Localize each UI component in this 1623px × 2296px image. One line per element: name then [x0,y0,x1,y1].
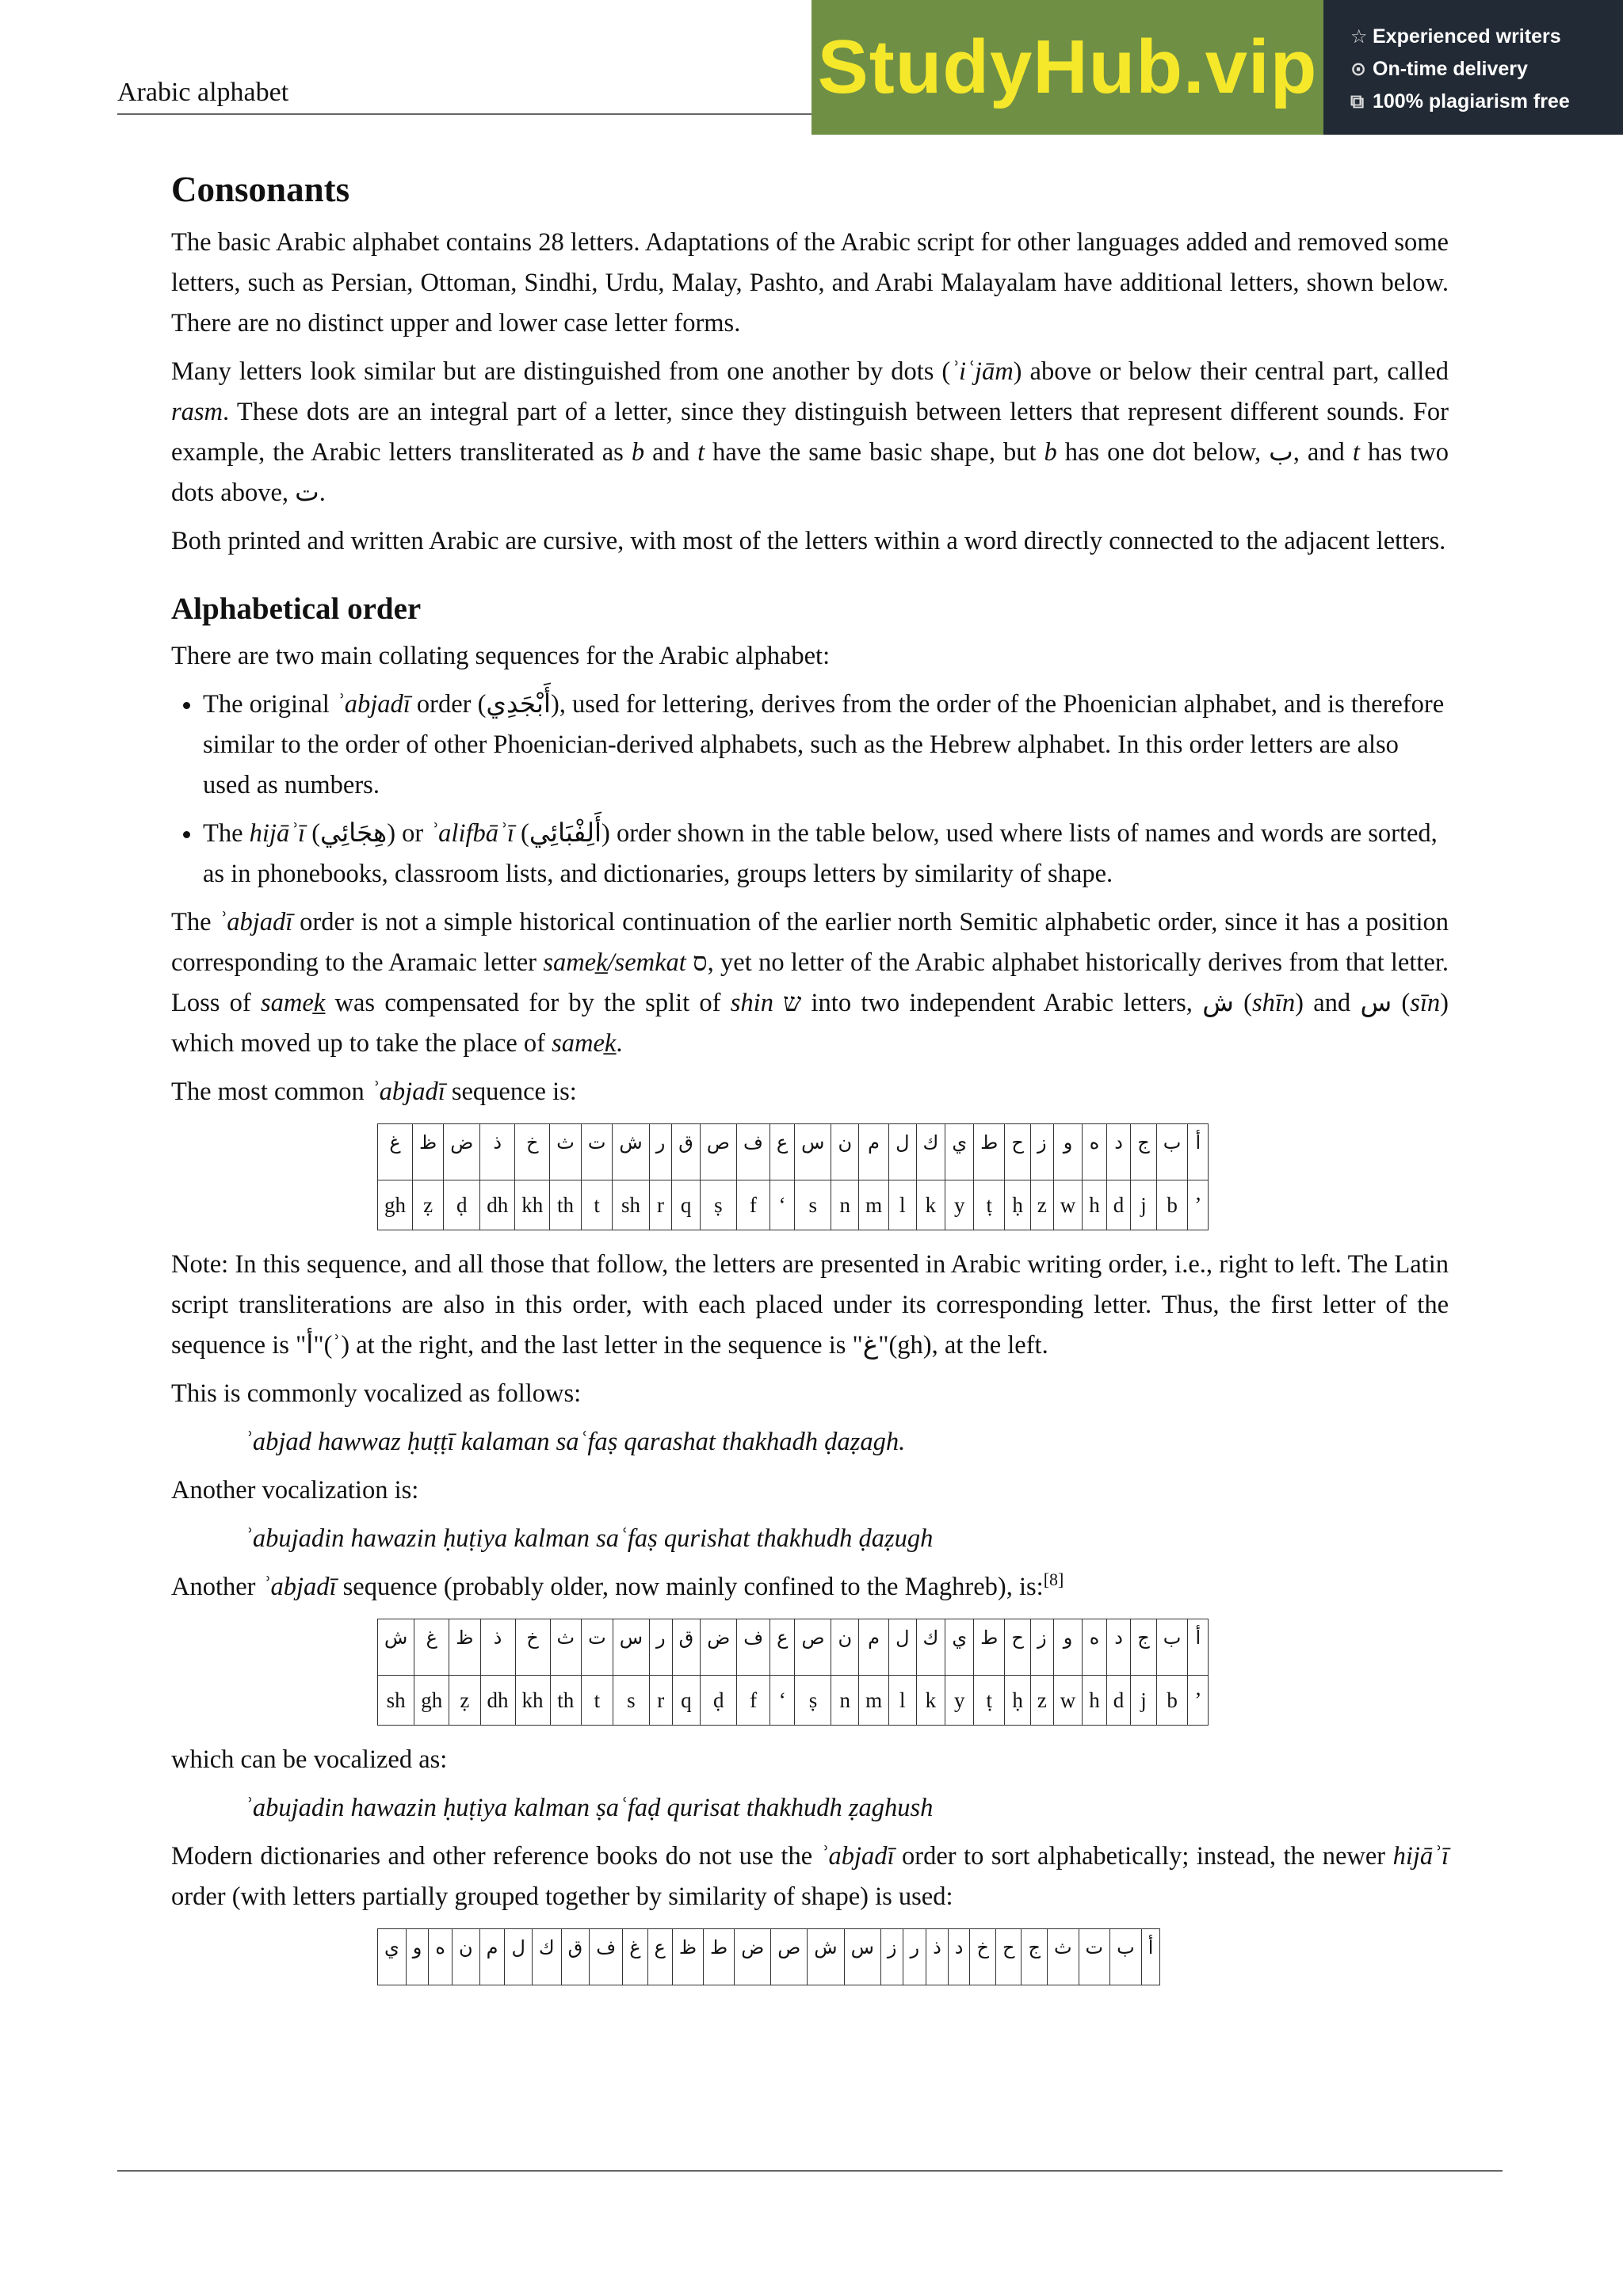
footer-divider [117,2170,1503,2172]
abjadi-table [377,1123,1209,1230]
arabic-letter-cell: م [859,1619,889,1676]
arabic-letter-cell: ن [831,1124,859,1180]
transliteration-cell: ṭ [974,1180,1005,1230]
arabic-letter-cell: خ [515,1124,550,1180]
transliteration-cell: r [649,1676,672,1726]
arabic-letter-cell: ج [1131,1619,1157,1676]
transliteration-cell: j [1131,1676,1157,1726]
transliteration-cell: l [889,1676,916,1726]
transliteration-cell: k [916,1180,945,1230]
vocalization: ʾabjad hawwaz ḥuṭṭī kalaman saʿfaṣ qarashat thakhadh ḍaẓagh. [244,1428,906,1456]
transliteration-cell: gh [378,1180,413,1230]
arabic-letter-cell: ش [378,1619,414,1676]
arabic-letter-cell: خ [970,1929,996,1985]
arabic-letter-cell: م [859,1124,889,1180]
arabic-letter-cell: ي [945,1124,974,1180]
arabic-letter-cell: و [1053,1619,1083,1676]
latin-row [378,1180,1209,1230]
transliteration-cell: j [1131,1180,1157,1230]
transliteration-cell: dh [480,1180,515,1230]
paragraph: Modern dictionaries and other reference books do not use the ʾabjadī order to sort alphabetically; instead, the newer hijāʾī order (with letters partially grouped together by similarity of shape) is used: [171,1842,1449,1911]
badge-ontime [1350,53,1623,86]
arabic-letter-cell: د [948,1929,970,1985]
note-paragraph: Note: In this sequence, and all those that follow, the letters are presented in Arabic writing order, i.e., right to left. The Latin script transliterations are also in this order, with each placed under its corresponding letter. Thus, the first letter of the sequence is "أ"(ʾ) at the right, and the last letter in the sequence is "غ"(gh), at the left. [171,1250,1449,1360]
arabic-letter-cell: ظ [672,1929,703,1985]
arabic-letter-cell: ز [1030,1619,1053,1676]
clock-icon: ⊙ [1350,59,1367,80]
arabic-row [378,1124,1209,1180]
arabic-letter-cell: ج [1022,1929,1048,1985]
arabic-letter-cell: ع [769,1124,794,1180]
transliteration-cell: b [1156,1180,1188,1230]
transliteration-cell: m [859,1676,889,1726]
arabic-letter-cell: ه [429,1929,453,1985]
arabic-letter-cell: ذ [480,1619,515,1676]
paragraph: Another ʾabjadī sequence (probably older, now mainly confined to the Maghreb), is:[8] [171,1569,1064,1601]
transliteration-cell: s [613,1676,649,1726]
arabic-letter-cell: س [795,1124,831,1180]
arabic-row [378,1929,1160,1985]
arabic-letter-cell: أ [1188,1619,1209,1676]
transliteration-cell: k [916,1676,945,1726]
transliteration-cell: ṭ [974,1676,1005,1726]
arabic-letter-cell: س [613,1619,649,1676]
paragraph: The basic Arabic alphabet contains 28 letters. Adaptations of the Arabic script for other languages added and removed some letters, such as Persian, Ottoman, Sindhi, Urdu, Malay, Pashto, and Arabi Malayalam have additional letters, shown below. There are no distinct upper and lower case letter forms. [171,228,1449,338]
arabic-letter-cell: غ [414,1619,449,1676]
badge-experienced [1350,21,1623,53]
transliteration-cell: ḥ [1005,1676,1031,1726]
hijai-table [377,1928,1160,1985]
vocalization: ʾabujadin hawazin ḥuṭiya kalman saʿfaṣ qurishat thakhudh ḍaẓugh [244,1524,934,1553]
arabic-letter-cell: ن [831,1619,859,1676]
arabic-row [378,1619,1209,1676]
arabic-letter-cell: ص [795,1619,831,1676]
arabic-letter-cell: ف [736,1124,769,1180]
running-header: Arabic alphabet [117,78,289,107]
transliteration-cell: l [889,1180,916,1230]
arabic-letter-cell: ج [1131,1124,1157,1180]
arabic-letter-cell: ل [505,1929,532,1985]
transliteration-cell: s [795,1180,831,1230]
paragraph: There are two main collating sequences for the Arabic alphabet: [171,642,831,670]
arabic-letter-cell: ه [1083,1124,1107,1180]
transliteration-cell: n [831,1180,859,1230]
transliteration-cell: b [1156,1676,1188,1726]
section-heading: Consonants [171,170,350,209]
arabic-letter-cell: ع [647,1929,672,1985]
arabic-letter-cell: ز [1030,1124,1053,1180]
arabic-letter-cell: ب [1156,1619,1188,1676]
transliteration-cell: ḍ [444,1180,480,1230]
transliteration-cell: q [672,1180,701,1230]
arabic-letter-cell: ه [1083,1619,1107,1676]
arabic-letter-cell: ر [649,1124,672,1180]
arabic-letter-cell: ك [916,1124,945,1180]
transliteration-cell: m [859,1180,889,1230]
arabic-letter-cell: ق [672,1124,701,1180]
transliteration-cell: ʻ [770,1676,795,1726]
transliteration-cell: f [736,1180,769,1230]
transliteration-cell: sh [613,1180,649,1230]
badge-plagiarism [1350,86,1623,118]
transliteration-cell: y [945,1180,974,1230]
star-icon: ☆ [1350,26,1368,48]
arabic-letter-cell: ث [550,1124,582,1180]
transliteration-cell: kh [515,1676,550,1726]
badge-label: 100% plagiarism free [1373,90,1570,113]
latin-row [378,1676,1209,1726]
arabic-letter-cell: د [1106,1124,1131,1180]
paragraph: which can be vocalized as: [171,1745,448,1774]
arabic-letter-cell: أ [1141,1929,1160,1985]
arabic-letter-cell: ذ [480,1124,515,1180]
transliteration-cell: ẓ [449,1676,480,1726]
transliteration-cell: sh [378,1676,414,1726]
arabic-letter-cell: م [479,1929,505,1985]
arabic-letter-cell: ب [1110,1929,1142,1985]
brand-logo[interactable]: StudyHub.vip [817,25,1318,109]
transliteration-cell: ʻ [769,1180,794,1230]
arabic-letter-cell: ظ [413,1124,444,1180]
paragraph: Both printed and written Arabic are cursive, with most of the letters within a word directly connected to the adjacent letters. [171,527,1446,555]
arabic-letter-cell: خ [515,1619,550,1676]
arabic-letter-cell: ن [452,1929,479,1985]
transliteration-cell: d [1106,1676,1131,1726]
bullet-list [171,685,1449,894]
arabic-letter-cell: د [1106,1619,1131,1676]
arabic-letter-cell: ط [974,1124,1005,1180]
arabic-letter-cell: ض [735,1929,771,1985]
arabic-letter-cell: ك [916,1619,945,1676]
arabic-letter-cell: و [1053,1124,1083,1180]
vocalization: ʾabujadin hawazin ḥuṭiya kalman ṣaʿfaḍ qurisat thakhudh ẓaghush [244,1794,934,1822]
arabic-letter-cell: س [844,1929,880,1985]
transliteration-cell: ẓ [413,1180,444,1230]
arabic-letter-cell: ط [974,1619,1005,1676]
transliteration-cell: h [1083,1676,1107,1726]
transliteration-cell: th [550,1180,582,1230]
subsection-heading: Alphabetical order [171,592,422,626]
transliteration-cell: q [672,1676,701,1726]
arabic-letter-cell: ي [945,1619,974,1676]
list-item: • The original ʾabjadī order (أَبْجَدِي), used for lettering, derives from the order of the Phoenician alphabet, and is therefore similar to the order of other Phoenician-derived alphabets, such as the Hebrew alphabet. In this order letters are also used as numbers. [203,685,1449,806]
arabic-letter-cell: ع [770,1619,795,1676]
transliteration-cell: ʼ [1188,1180,1209,1230]
arabic-letter-cell: ش [613,1124,649,1180]
arabic-letter-cell: ل [889,1619,916,1676]
transliteration-cell: y [945,1676,974,1726]
arabic-letter-cell: ف [737,1619,770,1676]
transliteration-cell: t [581,1180,613,1230]
arabic-letter-cell: ظ [449,1619,480,1676]
transliteration-cell: dh [480,1676,515,1726]
arabic-letter-cell: غ [378,1124,413,1180]
arabic-letter-cell: ط [704,1929,735,1985]
transliteration-cell: ṣ [700,1180,736,1230]
maghrebi-table [377,1619,1209,1726]
arabic-letter-cell: ل [889,1124,916,1180]
arabic-letter-cell: ر [649,1619,672,1676]
transliteration-cell: h [1083,1180,1107,1230]
arabic-letter-cell: ف [590,1929,623,1985]
transliteration-cell: kh [515,1180,550,1230]
arabic-letter-cell: ح [1005,1124,1031,1180]
arabic-letter-cell: ص [771,1929,808,1985]
arabic-letter-cell: ض [701,1619,737,1676]
arabic-letter-cell: ك [532,1929,561,1985]
arabic-letter-cell: ح [995,1929,1022,1985]
badge-label: On-time delivery [1373,58,1528,80]
arabic-letter-cell: ز [880,1929,903,1985]
arabic-letter-cell: ح [1005,1619,1031,1676]
arabic-letter-cell: غ [623,1929,647,1985]
transliteration-cell: t [582,1676,613,1726]
ad-banner[interactable] [812,0,1623,135]
transliteration-cell: r [649,1180,672,1230]
transliteration-cell: ḍ [701,1676,737,1726]
transliteration-cell: z [1030,1180,1053,1230]
paragraph: Many letters look similar but are distinguished from one another by dots (ʾiʿjām) above or below their central part, called rasm. These dots are an integral part of a letter, since they distinguish between letters that represent different sounds. For example, the Arabic letters transliterated as b and t have the same basic shape, but b has one dot below, ب, and t has two dots above, ت. [171,357,1449,507]
copy-icon: ⧉ [1350,90,1365,113]
arabic-letter-cell: ذ [926,1929,949,1985]
arabic-letter-cell: ت [581,1124,613,1180]
arabic-letter-cell: ق [561,1929,590,1985]
transliteration-cell: z [1030,1676,1053,1726]
citation-link[interactable]: [8] [1043,1569,1064,1590]
paragraph: The ʾabjadī order is not a simple historical continuation of the earlier north Semitic alphabetic order, since it has a position corresponding to the Aramaic letter samek̲/semkat ס, yet no letter of the Arabic alphabet historically derives from that letter. Loss of samek̲ was compensated for by the split of shin ש into two independent Arabic letters, ش (shīn) and س (sīn) which moved up to take the place of samek̲. [171,908,1449,1058]
transliteration-cell: n [831,1676,859,1726]
paragraph: The most common ʾabjadī sequence is: [171,1077,577,1106]
arabic-letter-cell: و [406,1929,429,1985]
transliteration-cell: f [737,1676,770,1726]
transliteration-cell: w [1053,1676,1083,1726]
transliteration-cell: d [1106,1180,1131,1230]
arabic-letter-cell: ق [672,1619,701,1676]
arabic-letter-cell: ر [903,1929,926,1985]
arabic-letter-cell: ث [1047,1929,1079,1985]
arabic-letter-cell: ث [550,1619,582,1676]
arabic-letter-cell: ش [808,1929,844,1985]
transliteration-cell: ḥ [1005,1180,1031,1230]
arabic-letter-cell: ص [700,1124,736,1180]
arabic-letter-cell: ض [444,1124,480,1180]
paragraph: Another vocalization is: [171,1476,419,1505]
arabic-letter-cell: ت [1079,1929,1110,1985]
badge-label: Experienced writers [1373,25,1561,48]
list-item: • The hijāʾī (هِجَائِي) or ʾalifbāʾī (أَلِفْبَائِي) order shown in the table below, used where lists of names and words are sorted, as in phonebooks, classroom lists, and dictionaries, groups letters by similarity of shape. [203,814,1449,894]
transliteration-cell: ṣ [795,1676,831,1726]
paragraph: This is commonly vocalized as follows: [171,1379,582,1408]
arabic-letter-cell: ي [378,1929,407,1985]
transliteration-cell: w [1053,1180,1083,1230]
transliteration-cell: th [550,1676,582,1726]
transliteration-cell: gh [414,1676,449,1726]
brand-panel[interactable] [812,0,1323,135]
badge-panel [1323,0,1623,135]
transliteration-cell: ʼ [1188,1676,1209,1726]
arabic-letter-cell: أ [1188,1124,1209,1180]
article-body [171,162,1449,2000]
arabic-letter-cell: ت [582,1619,613,1676]
arabic-letter-cell: ب [1156,1124,1188,1180]
